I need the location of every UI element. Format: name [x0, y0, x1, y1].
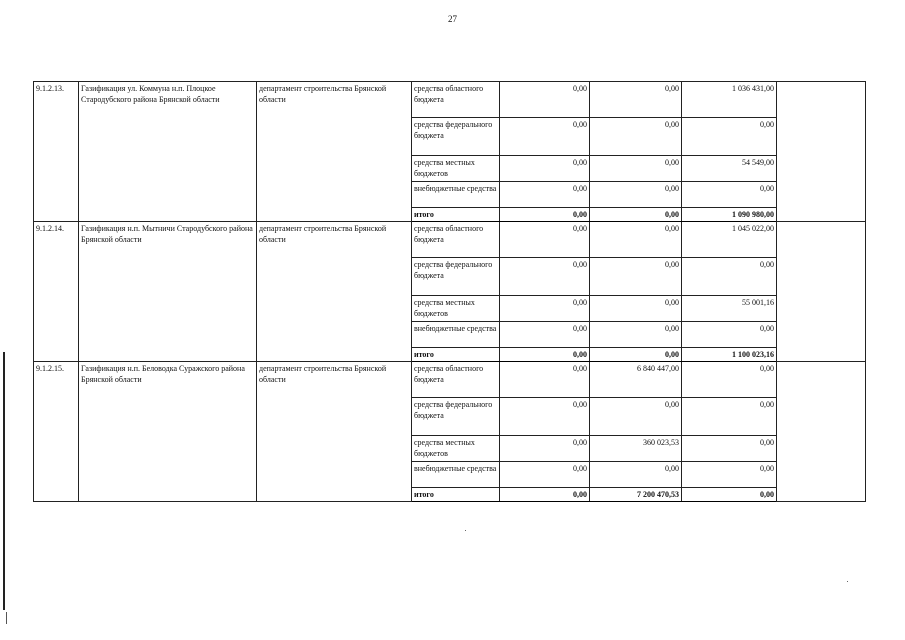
- value-cell: 0,00: [500, 436, 590, 462]
- total-value: 7 200 470,53: [590, 488, 682, 502]
- value-cell: 0,00: [500, 182, 590, 208]
- empty-cell: [777, 222, 866, 362]
- item-code: 9.1.2.13.: [34, 82, 79, 222]
- value-cell: 54 549,00: [682, 156, 777, 182]
- value-cell: 0,00: [500, 462, 590, 488]
- item-code: 9.1.2.15.: [34, 362, 79, 502]
- page-number: 27: [448, 14, 457, 24]
- value-cell: 1 045 022,00: [682, 222, 777, 258]
- value-cell: 0,00: [682, 182, 777, 208]
- value-cell: 0,00: [500, 362, 590, 398]
- item-code: 9.1.2.14.: [34, 222, 79, 362]
- item-executor: департамент строительства Брянской области: [257, 362, 412, 502]
- scan-edge-mark: [6, 612, 7, 624]
- empty-cell: [777, 362, 866, 502]
- value-cell: 0,00: [590, 222, 682, 258]
- value-cell: 0,00: [590, 82, 682, 118]
- empty-cell: [777, 82, 866, 222]
- funding-source: внебюджетные средства: [412, 322, 500, 348]
- value-cell: 55 001,16: [682, 296, 777, 322]
- value-cell: 0,00: [682, 398, 777, 436]
- value-cell: 0,00: [500, 398, 590, 436]
- value-cell: 0,00: [590, 462, 682, 488]
- value-cell: 360 023,53: [590, 436, 682, 462]
- total-value: 1 100 023,16: [682, 348, 777, 362]
- value-cell: 0,00: [590, 156, 682, 182]
- scan-speck: [847, 581, 848, 582]
- value-cell: 0,00: [682, 436, 777, 462]
- table-row: [34, 362, 866, 398]
- table-row: [34, 82, 866, 118]
- total-value: 0,00: [682, 488, 777, 502]
- funding-source: средства областного бюджета: [412, 222, 500, 258]
- total-value: 0,00: [500, 208, 590, 222]
- funding-source: средства областного бюджета: [412, 362, 500, 398]
- value-cell: 6 840 447,00: [590, 362, 682, 398]
- total-value: 0,00: [500, 488, 590, 502]
- scan-speck: [465, 530, 466, 531]
- funding-source: внебюджетные средства: [412, 182, 500, 208]
- budget-table: [33, 81, 866, 502]
- item-title: Газификация ул. Коммуна н.п. Плоцкое Стародубского района Брянской области: [79, 82, 257, 222]
- value-cell: 0,00: [682, 322, 777, 348]
- value-cell: 0,00: [590, 296, 682, 322]
- value-cell: 0,00: [500, 296, 590, 322]
- item-title: Газификация н.п. Мытничи Стародубского района Брянской области: [79, 222, 257, 362]
- value-cell: 0,00: [682, 362, 777, 398]
- total-label: итого: [412, 348, 500, 362]
- item-executor: департамент строительства Брянской области: [257, 222, 412, 362]
- value-cell: 0,00: [500, 322, 590, 348]
- value-cell: 0,00: [682, 118, 777, 156]
- value-cell: 0,00: [682, 462, 777, 488]
- value-cell: 0,00: [500, 258, 590, 296]
- value-cell: 0,00: [500, 82, 590, 118]
- funding-source: внебюджетные средства: [412, 462, 500, 488]
- funding-source: средства областного бюджета: [412, 82, 500, 118]
- value-cell: 0,00: [590, 258, 682, 296]
- scan-edge-line: [3, 352, 5, 610]
- funding-source: средства федерального бюджета: [412, 118, 500, 156]
- value-cell: 0,00: [590, 182, 682, 208]
- value-cell: 0,00: [500, 222, 590, 258]
- table-row: [34, 222, 866, 258]
- funding-source: средства местных бюджетов: [412, 156, 500, 182]
- value-cell: 1 036 431,00: [682, 82, 777, 118]
- value-cell: 0,00: [590, 322, 682, 348]
- total-value: 0,00: [500, 348, 590, 362]
- total-label: итого: [412, 208, 500, 222]
- value-cell: 0,00: [590, 118, 682, 156]
- funding-source: средства местных бюджетов: [412, 296, 500, 322]
- value-cell: 0,00: [590, 398, 682, 436]
- value-cell: 0,00: [500, 156, 590, 182]
- total-label: итого: [412, 488, 500, 502]
- total-value: 1 090 980,00: [682, 208, 777, 222]
- value-cell: 0,00: [500, 118, 590, 156]
- item-executor: департамент строительства Брянской области: [257, 82, 412, 222]
- item-title: Газификация н.п. Беловодка Суражского района Брянской области: [79, 362, 257, 502]
- funding-source: средства местных бюджетов: [412, 436, 500, 462]
- value-cell: 0,00: [682, 258, 777, 296]
- total-value: 0,00: [590, 348, 682, 362]
- total-value: 0,00: [590, 208, 682, 222]
- funding-source: средства федерального бюджета: [412, 258, 500, 296]
- funding-source: средства федерального бюджета: [412, 398, 500, 436]
